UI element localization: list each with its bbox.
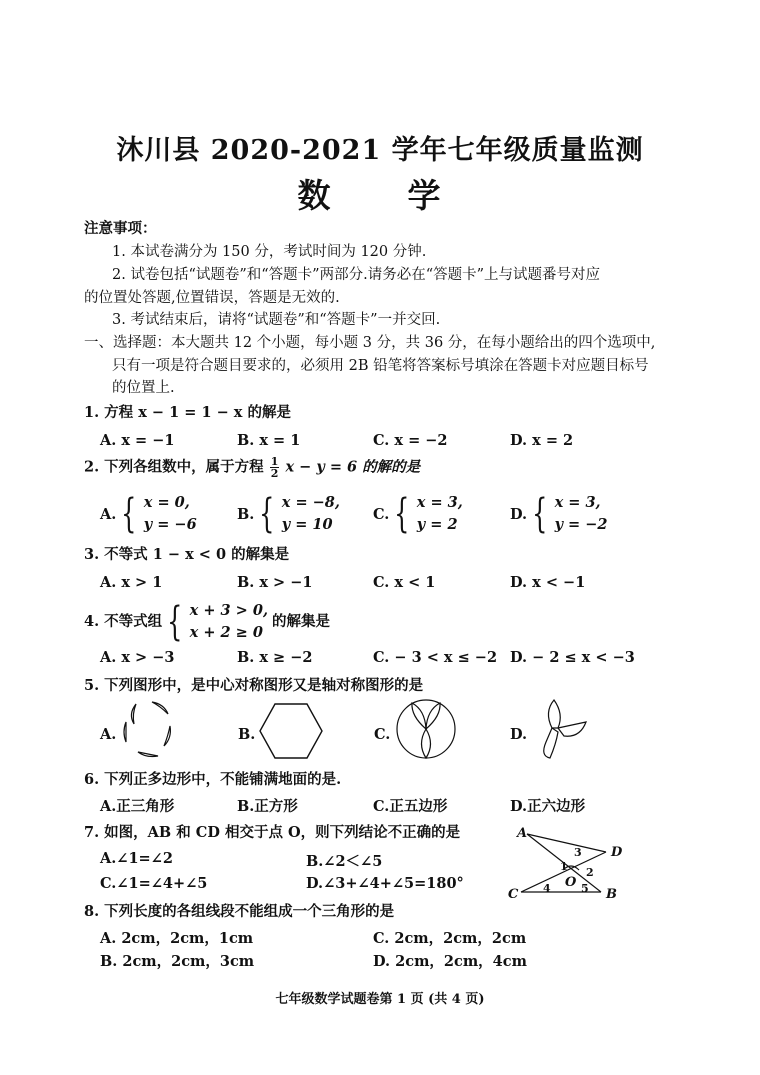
section-instructions: 一、选择题：本大题共 12 个小题，每小题 3 分，共 36 分，在每小题给出的四个选项中, — [84, 335, 656, 351]
option: D.∠3+∠4+∠5=180° — [306, 875, 464, 892]
option: A.∠1=∠2 — [100, 850, 173, 867]
option: C. x = −2 — [373, 432, 448, 449]
note-item: 3. 考试结束后，请将“试题卷”和“答题卡”一并交回. — [112, 312, 441, 328]
geometry-figure-q7 — [505, 824, 630, 904]
label-A: A — [517, 826, 528, 841]
option: C. 2cm，2cm，2cm — [373, 930, 527, 947]
question-stem: 7. 如图，AB 和 CD 相交于点 O，则下列结论不正确的是 — [84, 824, 461, 841]
fraction — [270, 456, 280, 479]
note-item: 2. 试卷包括“试题卷”和“答题卡”两部分.请务必在“答题卡”上与试题番号对应 — [112, 267, 601, 283]
option: C. x < 1 — [373, 574, 436, 591]
option: B. x ≥ −2 — [237, 649, 313, 666]
question-stem: 1. 方程 x − 1 = 1 − x 的解是 — [84, 404, 291, 421]
question-stem — [84, 456, 420, 479]
system-row: x = 3, — [416, 494, 463, 511]
figure-a-pinwheel — [118, 698, 178, 760]
option-label: D. — [510, 505, 528, 523]
option: D.正六边形 — [510, 798, 586, 815]
option: B. 2cm，2cm，3cm — [100, 953, 255, 970]
option-label: C. — [373, 505, 390, 523]
angle-label-5: 5 — [581, 882, 589, 895]
label-C: C — [508, 887, 519, 902]
fraction-denominator: 2 — [270, 467, 279, 480]
system-row: x = 3, — [554, 494, 601, 511]
question-stem: 4. 不等式组 { x + 3 > 0, x + 2 ≥ 0 的解集是 — [84, 599, 331, 645]
section-instructions: 的位置上. — [112, 380, 175, 396]
option: C.∠1=∠4+∠5 — [100, 875, 208, 892]
notes-heading: 注意事项： — [84, 220, 157, 237]
system-row: x + 2 ≥ 0 — [189, 624, 263, 641]
label-O: O — [565, 875, 577, 890]
system-row: x + 3 > 0, — [189, 602, 269, 619]
option: D. x < −1 — [510, 574, 586, 591]
option-label: C. — [374, 726, 391, 743]
page-footer: 七年级数学试题卷第 1 页 (共 4 页) — [275, 992, 485, 1007]
angle-label-1: 1 — [560, 860, 568, 873]
system-row: y = −6 — [143, 516, 197, 533]
question-stem: 8. 下列长度的各组线段不能组成一个三角形的是 — [84, 903, 395, 920]
question-stem: 5. 下列图形中，是中心对称图形又是轴对称图形的是 — [84, 677, 424, 694]
exam-title: 沐川县 2020-2021 学年七年级质量监测 — [116, 135, 644, 166]
option-label: B. — [237, 505, 255, 523]
note-item: 的位置处答题,位置错误，答题是无效的. — [84, 290, 340, 306]
option: B. x > −1 — [237, 574, 313, 591]
option-system: B. { x = −8, y = 10 — [237, 491, 340, 537]
system-row: x = −8, — [281, 494, 340, 511]
question-stem: 3. 不等式 1 − x < 0 的解集是 — [84, 546, 290, 563]
option-label: A. — [100, 505, 117, 523]
option-system: A. { x = 0, y = −6 — [100, 491, 197, 537]
stem-text: 2. 下列各组数中，属于方程 — [84, 458, 264, 476]
stem-text: 4. 不等式组 — [84, 613, 163, 630]
option: C.正五边形 — [373, 798, 448, 815]
option: A. 2cm，2cm，1cm — [100, 930, 254, 947]
option-system: C. { x = 3, y = 2 — [373, 491, 463, 537]
option: B.正方形 — [237, 798, 298, 815]
fraction-numerator: 1 — [270, 455, 279, 468]
option: D. x = 2 — [510, 432, 574, 449]
figure-d-blades — [530, 698, 590, 760]
option-system: D. { x = 3, y = −2 — [510, 491, 608, 537]
stem-text: 的解集是 — [272, 613, 331, 630]
note-item: 1. 本试卷满分为 150 分，考试时间为 120 分钟. — [112, 244, 427, 260]
option: B.∠2＜∠5 — [306, 853, 383, 870]
option: D. − 2 ≤ x < −3 — [510, 649, 635, 666]
option: A. x > 1 — [100, 574, 163, 591]
system-row: y = 2 — [416, 516, 458, 533]
angle-label-3: 3 — [574, 846, 582, 859]
option: D. 2cm，2cm，4cm — [373, 953, 527, 970]
option-label: D. — [510, 726, 528, 743]
angle-label-2: 2 — [586, 866, 594, 879]
option-label: A. — [100, 726, 117, 743]
system-row: x = 0, — [143, 494, 190, 511]
option: A. x = −1 — [100, 432, 175, 449]
label-B: B — [606, 887, 617, 902]
stem-text: x − y = 6 的解的是 — [285, 458, 421, 476]
option: A.正三角形 — [100, 798, 175, 815]
figure-b-hexagon — [258, 702, 324, 760]
angle-label-4: 4 — [543, 882, 551, 895]
system-row: y = 10 — [281, 516, 333, 533]
option-label: B. — [238, 726, 256, 743]
section-instructions: 只有一项是符合题目要求的，必须用 2B 铅笔将答案标号填涂在答题卡对应题目标号 — [112, 358, 649, 374]
option: C. − 3 < x ≤ −2 — [373, 649, 498, 666]
option: A. x > −3 — [100, 649, 175, 666]
option: B. x = 1 — [237, 432, 301, 449]
system-row: y = −2 — [554, 516, 608, 533]
question-stem: 6. 下列正多边形中，不能铺满地面的是. — [84, 771, 342, 788]
subject-title: 数 学 — [297, 176, 463, 215]
figure-c-circle-petals — [395, 698, 457, 760]
label-D: D — [611, 845, 623, 860]
